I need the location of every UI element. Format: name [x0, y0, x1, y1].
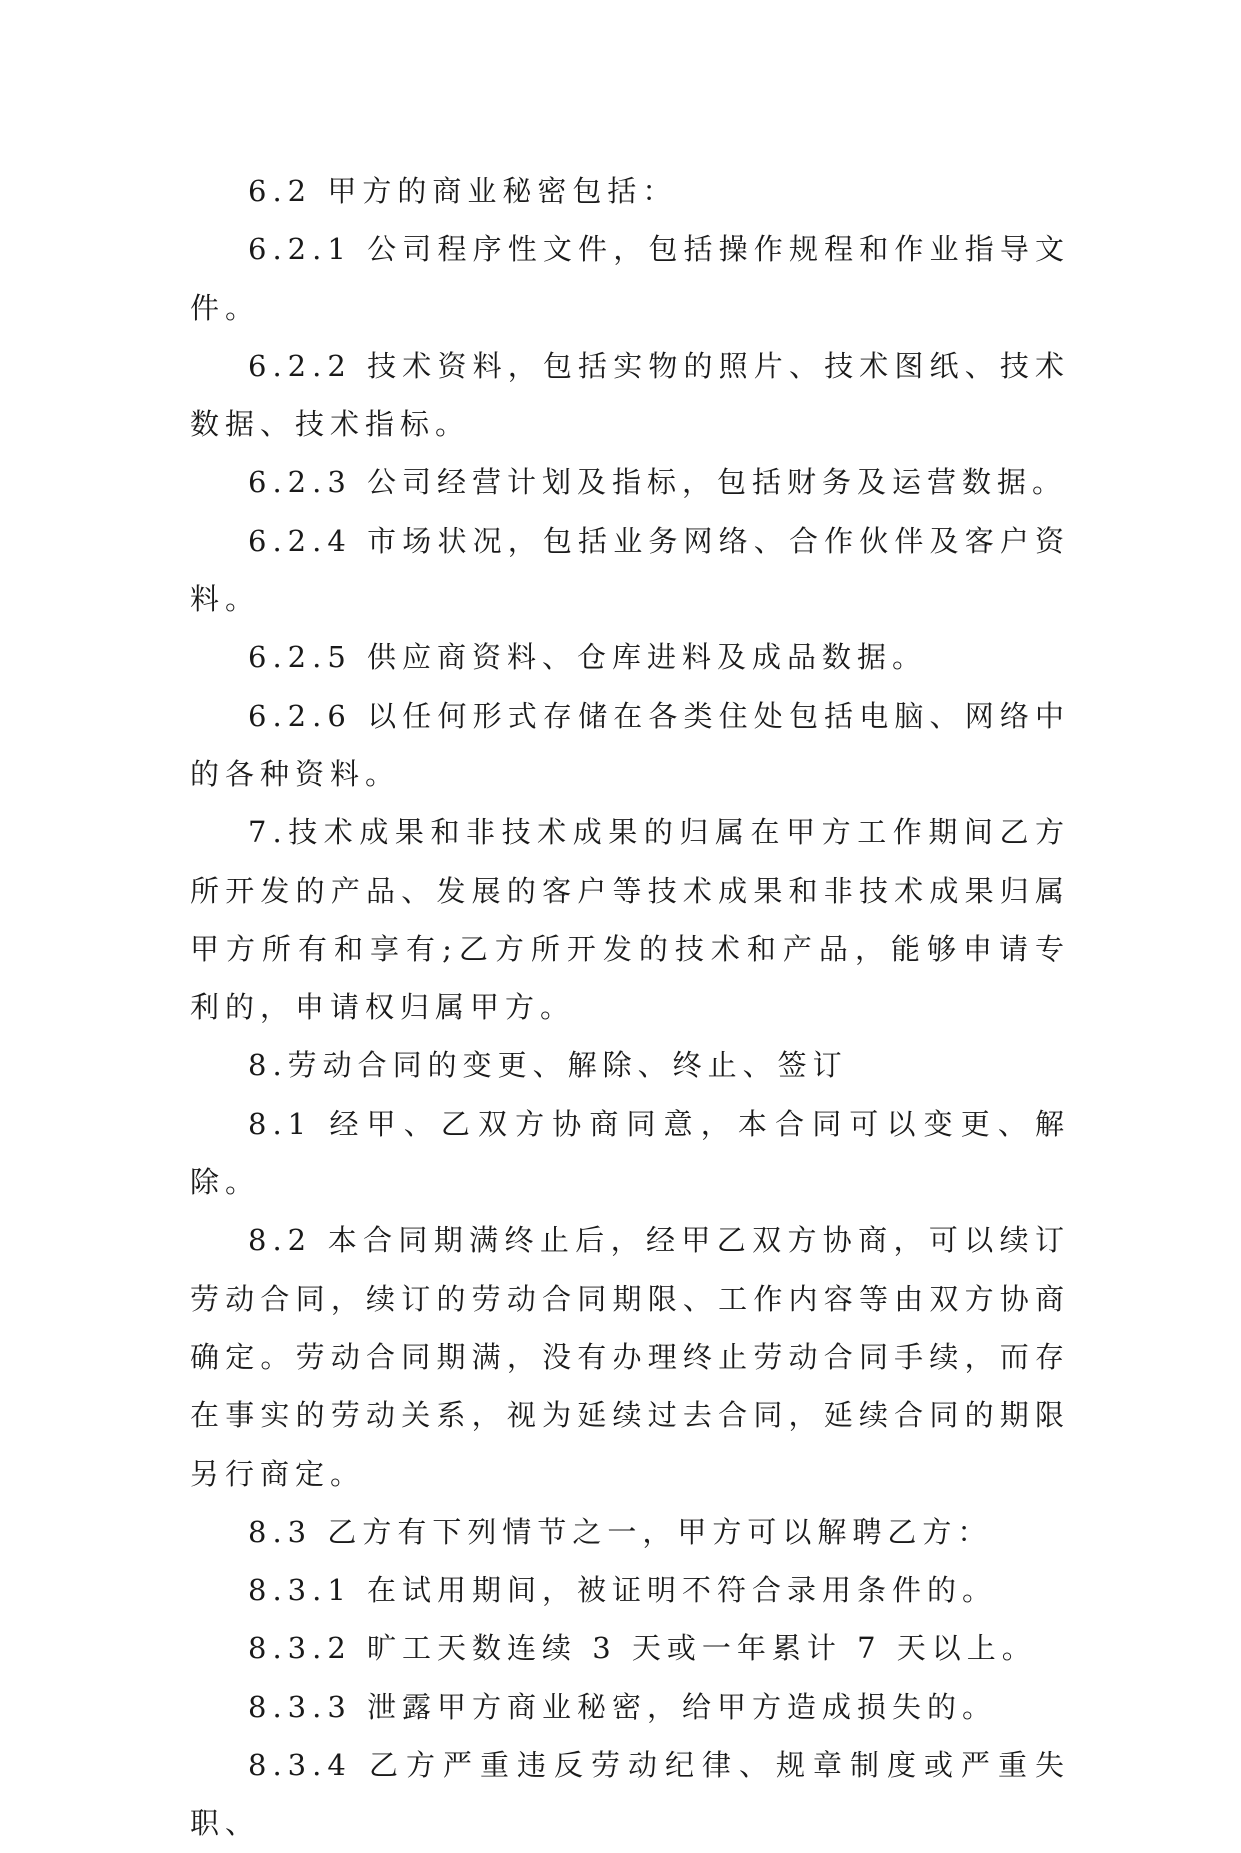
paragraph-8: 8.劳动合同的变更、解除、终止、签订 — [248, 1048, 848, 1083]
paragraph-6-2: 6.2 甲方的商业秘密包括： — [248, 174, 678, 208]
paragraph-8-3-3: 8.3.3 泄露甲方商业秘密，给甲方造成损失的。 — [248, 1689, 998, 1724]
paragraph-8-3-2: 8.3.2 旷工天数连续 3 天或一年累计 7 天以上。 — [248, 1631, 1037, 1666]
document-body — [190, 162, 1070, 1853]
paragraph-6-2-5: 6.2.5 供应商资料、仓库进料及成品数据。 — [248, 640, 928, 675]
paragraph-6-2-4: 6.2.4 市场状况，包括业务网络、合作伙伴及客户资料。 — [190, 523, 1070, 617]
paragraph-8-3-4: 8.3.4 乙方严重违反劳动纪律、规章制度或严重失职、 — [190, 1748, 1070, 1841]
paragraph-8-1: 8.1 经甲、乙双方协商同意，本合同可以变更、解除。 — [190, 1106, 1070, 1200]
paragraph-6-2-6: 6.2.6 以任何形式存储在各类住处包括电脑、网络中的各种资料。 — [190, 698, 1070, 791]
paragraph-8-3: 8.3 乙方有下列情节之一，甲方可以解聘乙方： — [248, 1514, 993, 1549]
paragraph-6-2-1: 6.2.1 公司程序性文件，包括操作规程和作业指导文件。 — [190, 232, 1070, 325]
paragraph-6-2-2: 6.2.2 技术资料，包括实物的照片、技术图纸、技术数据、技术指标。 — [190, 348, 1070, 442]
paragraph-8-3-1: 8.3.1 在试用期间，被证明不符合录用条件的。 — [248, 1573, 998, 1608]
paragraph-7: 7.技术成果和非技术成果的归属在甲方工作期间乙方所开发的产品、发展的客户等技术成果和非技术成果归属甲方所有和享有;乙方所开发的技术和产品，能够申请专利的，申请权归属甲方。 — [190, 815, 1070, 1025]
paragraph-8-2: 8.2 本合同期满终止后，经甲乙双方协商，可以续订劳动合同，续订的劳动合同期限、工作内容等由双方协商确定。劳动合同期满，没有办理终止劳动合同手续，而存在事实的劳动关系，视为延续过去合同，延续合同的期限另行商定。 — [190, 1223, 1070, 1491]
paragraph-6-2-3: 6.2.3 公司经营计划及指标，包括财务及运营数据。 — [248, 465, 1068, 500]
